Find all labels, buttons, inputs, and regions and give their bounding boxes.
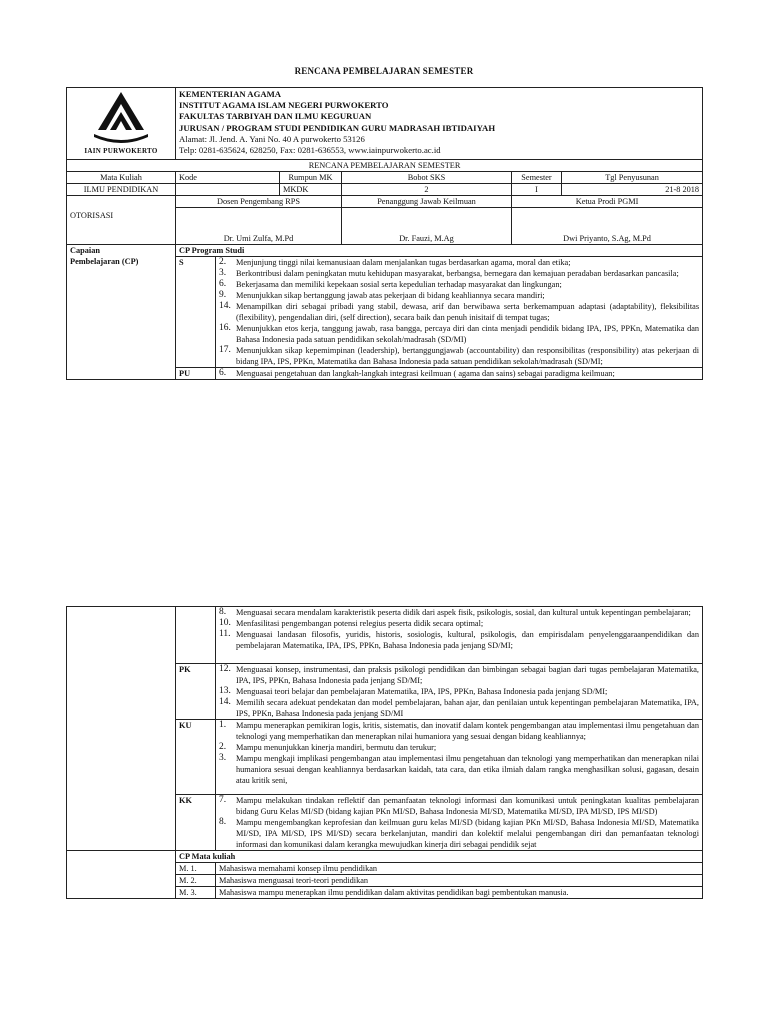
item-number: 7. [219,795,227,805]
cp-label [67,245,176,380]
otorisasi-header-dosen: Dosen Pengembang RPS [176,196,342,208]
list-item [219,817,699,850]
item-number: 3. [219,753,227,763]
list-item [219,368,699,379]
list-item [219,795,699,817]
cp-label-line2: Pembelajaran (CP) [70,257,139,266]
cp-pu-code: PU [176,368,216,380]
institution-header [176,88,703,160]
item-number: 13. [219,686,231,696]
item-text: Bekerjasama dan memiliki kepekaan sosial serta kepedulian terhadap masyarakat dan lingkungan; [236,280,562,289]
list-item [219,345,699,367]
item-number: 14. [219,301,231,311]
item-text: Menguasai konsep, instrumentasi, dan praksis psikologi pendidikan dan bimbingan sebagai bagian dari tugas pembelajaran Matematika, IPA, IPS, PPKn, Bahasa Indonesia pada jenjang SD/MI; [236,665,699,685]
otorisasi-header-kaprodi: Ketua Prodi PGMI [512,196,703,208]
course-sks: 2 [342,184,512,196]
institute-name: INSTITUT AGAMA ISLAM NEGERI PURWOKERTO [179,100,389,111]
signer-pj: Dr. Fauzi, M.Ag [342,208,512,245]
course-header-sks: Bobot SKS [342,172,512,184]
cp-pu-code-cont [176,607,216,664]
list-item [219,618,699,629]
item-text: Mampu melakukan tindakan reflektif dan pemanfaatan teknologi informasi dan komunikasi untuk peningkatan kualitas pembelajaran bidang Guru Kelas MI/SD (bidang kajian PKn MI/SD, Bahasa Indonesia MI/SD, Matematika MI/SD, IPA MI/SD, IPS MI/SD) [236,796,699,816]
item-text: Mampu menerapkan pemikiran logis, kritis, sistematis, dan inovatif dalam kontek pengembangan atau implementasi ilmu pengetahuan dan teknologi yang memperhatikan dan menerapkan nilai humaniora yang sesuai dengan bidang keahliannya; [236,721,699,741]
item-number: 2. [219,257,227,267]
cp-s-code: S [176,257,216,368]
list-item [219,607,699,618]
mk-text-3: Mahasiswa mampu menerapkan ilmu pendidikan dalam aktivitas pendidikan bagi pembentukan manusia. [216,887,703,899]
item-text: Memilih secara adekuat pendekatan dan model pembelajaran, bahan ajar, dan penilaian untuk kepentingan pembelajaran Matematika, IPA, IPS, PPKn, Bahasa Indonesia pada jenjang SD/MI [236,698,699,718]
cp-pk-code: PK [176,664,216,720]
contact-text: Telp: 0281-635624, 628250, Fax: 0281-636553, www.iainpurwokerto.ac.id [179,145,441,156]
cp-prodi-label: CP Program Studi [176,245,703,257]
item-text: Menunjukkan etos kerja, tanggung jawab, rasa bangga, percaya diri dan cinta menjadi pendidik bidang IPA, IPS, PPKn, Matematika dan Bahasa Indonesia pada satuan pendidikan sekolah/madrasah (SD/MI) [236,324,700,344]
list-item [219,301,699,323]
ministry-name: KEMENTERIAN AGAMA [179,89,282,99]
list-item [219,720,699,742]
otorisasi-header-pj: Penanggung Jawab Keilmuan [342,196,512,208]
cp-kk-list [216,795,703,851]
course-semester: I [512,184,562,196]
list-item [219,697,699,719]
mk-text-2: Mahasiswa menguasai teori-teori pendidikan [216,875,703,887]
item-number: 14. [219,697,231,707]
iain-logo-icon [90,90,152,144]
cp-label-line1: Capaian [70,246,100,255]
item-number: 17. [219,345,231,355]
signer-dosen: Dr. Umi Zulfa, M.Pd [176,208,342,245]
logo-text: IAIN PURWOKERTO [84,147,158,155]
course-rumpun: MKDK [280,184,342,196]
item-number: 2. [219,742,227,752]
rps-table-page1 [66,87,703,380]
item-number: 6. [219,279,227,289]
item-text: Menunjukkan sikap kepemimpinan (leadership), bertanggungjawab (accountability) dan responsibilitas (responsibility) atas pekerjaan di bidang IPA, IPS, PPKn, Matematika dan Bahasa Indonesia pada satuan pendidikan sekolah/madrasah (SD/MI; [236,346,700,366]
document-title: RENCANA PEMBELAJARAN SEMESTER [294,66,474,76]
item-text: Menfasilitasi pengembangan potensi relegius peserta didik secara optimal; [236,619,484,628]
item-text: Menunjukkan sikap bertanggung jawab atas pekerjaan di bidang keahliannya secara mandiri; [236,291,545,300]
mk-text-1: Mahasiswa memahami konsep ilmu pendidikan [216,863,703,875]
item-number: 6. [219,368,227,378]
cp-kk-code: KK [176,795,216,851]
item-text: Mampu mengkaji implikasi pengembangan atau implementasi ilmu pengetahuan dan teknologi yang memperhatikan dan menerapkan nilai humaniora sesuai dengan keahliannya berdasarkan kaidah, tata cara, dan etika ilmiah dalam rangka menghasilkan solusi, gagasan, desain atau kritik seni, [236,754,699,785]
course-header-code: Kode [176,172,280,184]
course-date: 21-8 2018 [562,184,703,196]
otorisasi-label: OTORISASI [67,196,176,245]
cp-pu-list-p1 [216,368,703,380]
cp-ku-list [216,720,703,795]
item-text: Menampilkan diri sebagai pribadi yang stabil, dewasa, arif dan berwibawa serta berkemampuan adaptasi (adaptability), fleksibilitas (flexibility), pengendalian diri, (self direction), secara baik dan penuh inisitaif di tempat tugas; [236,302,700,322]
item-text: Menguasai landasan filosofis, yuridis, historis, sosiologis, kultural, psikologis, dan empirisdalam penyelenggaraanpendidikan dan pembelajaran Matematika, IPA, IPS, PPKn, Bahasa Indonesia pada jenjang SD/MI; [236,630,699,650]
item-number: 16. [219,323,231,333]
item-number: 9. [219,290,227,300]
logo-cell [67,88,176,160]
list-item [219,323,699,345]
department-name: JURUSAN / PROGRAM STUDI PENDIDIKAN GURU MADRASAH IBTIDAIYAH [179,122,496,133]
cp-pk-list [216,664,703,720]
mk-code-2: M. 2. [176,875,216,887]
mk-code-1: M. 1. [176,863,216,875]
cp-mk-label: CP Mata kuliah [176,851,703,863]
item-text: Mampu menunjukkan kinerja mandiri, bermutu dan terukur; [236,743,437,752]
item-text: Mampu mengembangkan keprofesian dan keilmuan guru kelas MI/SD (bidang kajian PKn MI/SD, Bahasa Indonesia MI/SD, Matematika MI/SD, IPA MI/SD, IPS MI/SD) secara berkelanjutan, mandiri dan kolektif melalui pengembangan diri dan pemanfaatan teknologi informasi dan komunikasi dalam kerangka mewujudkan kinerja diri sebagai pendidik sejat [236,818,699,849]
item-number: 3. [219,268,227,278]
item-number: 12. [219,664,231,674]
course-header-semester: Semester [512,172,562,184]
item-number: 11. [219,629,231,639]
mk-code-3: M. 3. [176,887,216,899]
faculty-name: FAKULTAS TARBIYAH DAN ILMU KEGURUAN [179,111,372,122]
list-item [219,664,699,686]
list-item [219,629,699,651]
course-header-name: Mata Kuliah [67,172,176,184]
list-item [219,686,699,697]
course-name: ILMU PENDIDIKAN [67,184,176,196]
item-number: 8. [219,607,227,617]
item-text: Menguasai pengetahuan dan langkah-langkah integrasi keilmuan ( agama dan sains) sebagai paradigma keilmuan; [236,369,615,378]
list-item [219,742,699,753]
course-header-rumpun: Rumpun MK [280,172,342,184]
signer-kaprodi: Dwi Priyanto, S.Ag, M.Pd [512,208,703,245]
item-text: Menguasai teori belajar dan pembelajaran Matematika, IPA, IPS, PPKn, Bahasa Indonesia pada jenjang SD/MI; [236,687,608,696]
course-header-date: Tgl Penyusunan [562,172,703,184]
cp-ku-code: KU [176,720,216,795]
list-item [219,257,699,268]
list-item [219,753,699,786]
item-number: 1. [219,720,227,730]
cp-s-list [216,257,703,368]
cp-pu-list-p2 [216,607,703,664]
item-text: Menguasai secara mendalam karakteristik peserta didik dari aspek fisik, psikologis, sosial, dan kultural untuk kepentingan pembelajaran; [236,608,691,617]
address-text: Alamat: Jl. Jend. A. Yani No. 40 A purwokerto 53126 [179,133,365,144]
item-text: Menjunjung tinggi nilai kemanusiaan dalam menjalankan tugas berdasarkan agama, moral dan etika; [236,258,571,267]
rps-label: RENCANA PEMBELAJARAN SEMESTER [67,160,703,172]
course-code [176,184,280,196]
cp-label-cont [67,607,176,851]
list-item [219,290,699,301]
item-number: 8. [219,817,227,827]
cp-mk-label-cell [67,851,176,899]
rps-table-page2 [66,606,703,899]
item-text: Berkontribusi dalam peningkatan mutu kehidupan masyarakat, berbangsa, bernegara dan kemajuan peradaban berdasarkan pancasila; [236,269,679,278]
list-item [219,268,699,279]
item-number: 10. [219,618,231,628]
list-item [219,279,699,290]
